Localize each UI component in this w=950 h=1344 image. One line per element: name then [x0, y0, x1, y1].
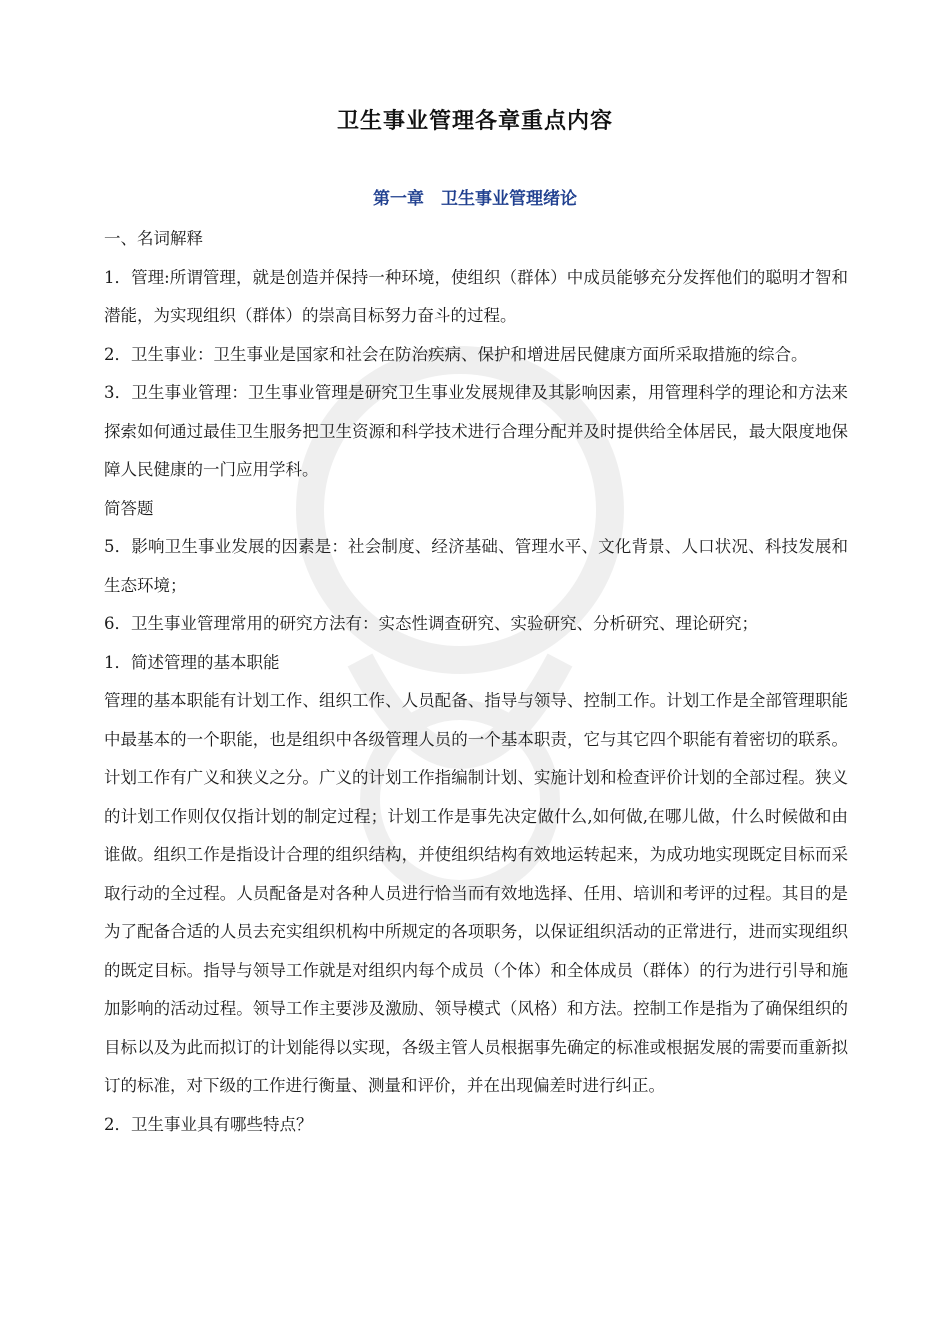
page-title: 卫生事业管理各章重点内容 [336, 109, 613, 134]
answer-basic-functions: 管理的基本职能有计划工作、组织工作、人员配备、指导与领导、控制工作。计划工作是全部管理职能中最基本的一个职能，也是组织中各级管理人员的一个基本职责，它与其它四个职能有着密切的联系。计划工作有广义和狭义之分。广义的计划工作指编制计划、实施计划和检查评价计划的全部过程。狭义的计划工作则仅仅指计划的制定过程；计划工作是事先决定做什么,如何做,在哪儿做，什么时候做和由谁做。组织工作是指设计合理的组织结构，并使组织结构有效地运转起来，为成功地实现既定目标而采取行动的全过程。人员配备是对各种人员进行恰当而有效地选择、任用、培训和考评的过程。其目的是为了配备合适的人员去充实组织机构中所规定的各项职务，以保证组织活动的正常进行，进而实现组织的既定目标。指导与领导工作就是对组织内每个成员（个体）和全体成员（群体）的行为进行引导和施加影响的活动过程。领导工作主要涉及激励、领导模式（风格）和方法。控制工作是指为了确保组织的目标以及为此而拟订的计划能得以实现，各级主管人员根据事先确定的标准或根据发展的需要而重新拟订的标准，对下级的工作进行衡量、测量和评价，并在出现偏差时进行纠正。 [104, 691, 848, 1095]
section-heading-short-answer: 简答题 [104, 498, 154, 518]
definition-health-service: 2．卫生事业：卫生事业是国家和社会在防治疾病、保护和增进居民健康方面所采取措施的综合。 [104, 344, 808, 364]
chapter-title: 第一章 卫生事业管理绪论 [373, 189, 577, 209]
answer-influencing-factors: 5．影响卫生事业发展的因素是：社会制度、经济基础、管理水平、文化背景、人口状况、科技发展和生态环境； [104, 537, 848, 595]
section-heading-definitions: 一、名词解释 [104, 229, 203, 248]
document-body [104, 220, 848, 1144]
definition-management: 1．管理:所谓管理，就是创造并保持一种环境，使组织（群体）中成员能够充分发挥他们的聪明才智和潜能，为实现组织（群体）的崇高目标努力奋斗的过程。 [104, 267, 848, 325]
definition-health-service-management: 3．卫生事业管理：卫生事业管理是研究卫生事业发展规律及其影响因素，用管理科学的理论和方法来探索如何通过最佳卫生服务把卫生资源和科学技术进行合理分配并及时提供给全体居民，最大限度地保障人民健康的一门应用学科。 [104, 383, 848, 479]
question-characteristics: 2．卫生事业具有哪些特点？ [104, 1114, 313, 1134]
answer-research-methods: 6．卫生事业管理常用的研究方法有：实态性调查研究、实验研究、分析研究、理论研究； [104, 614, 758, 633]
question-basic-functions: 1．简述管理的基本职能 [104, 652, 280, 672]
